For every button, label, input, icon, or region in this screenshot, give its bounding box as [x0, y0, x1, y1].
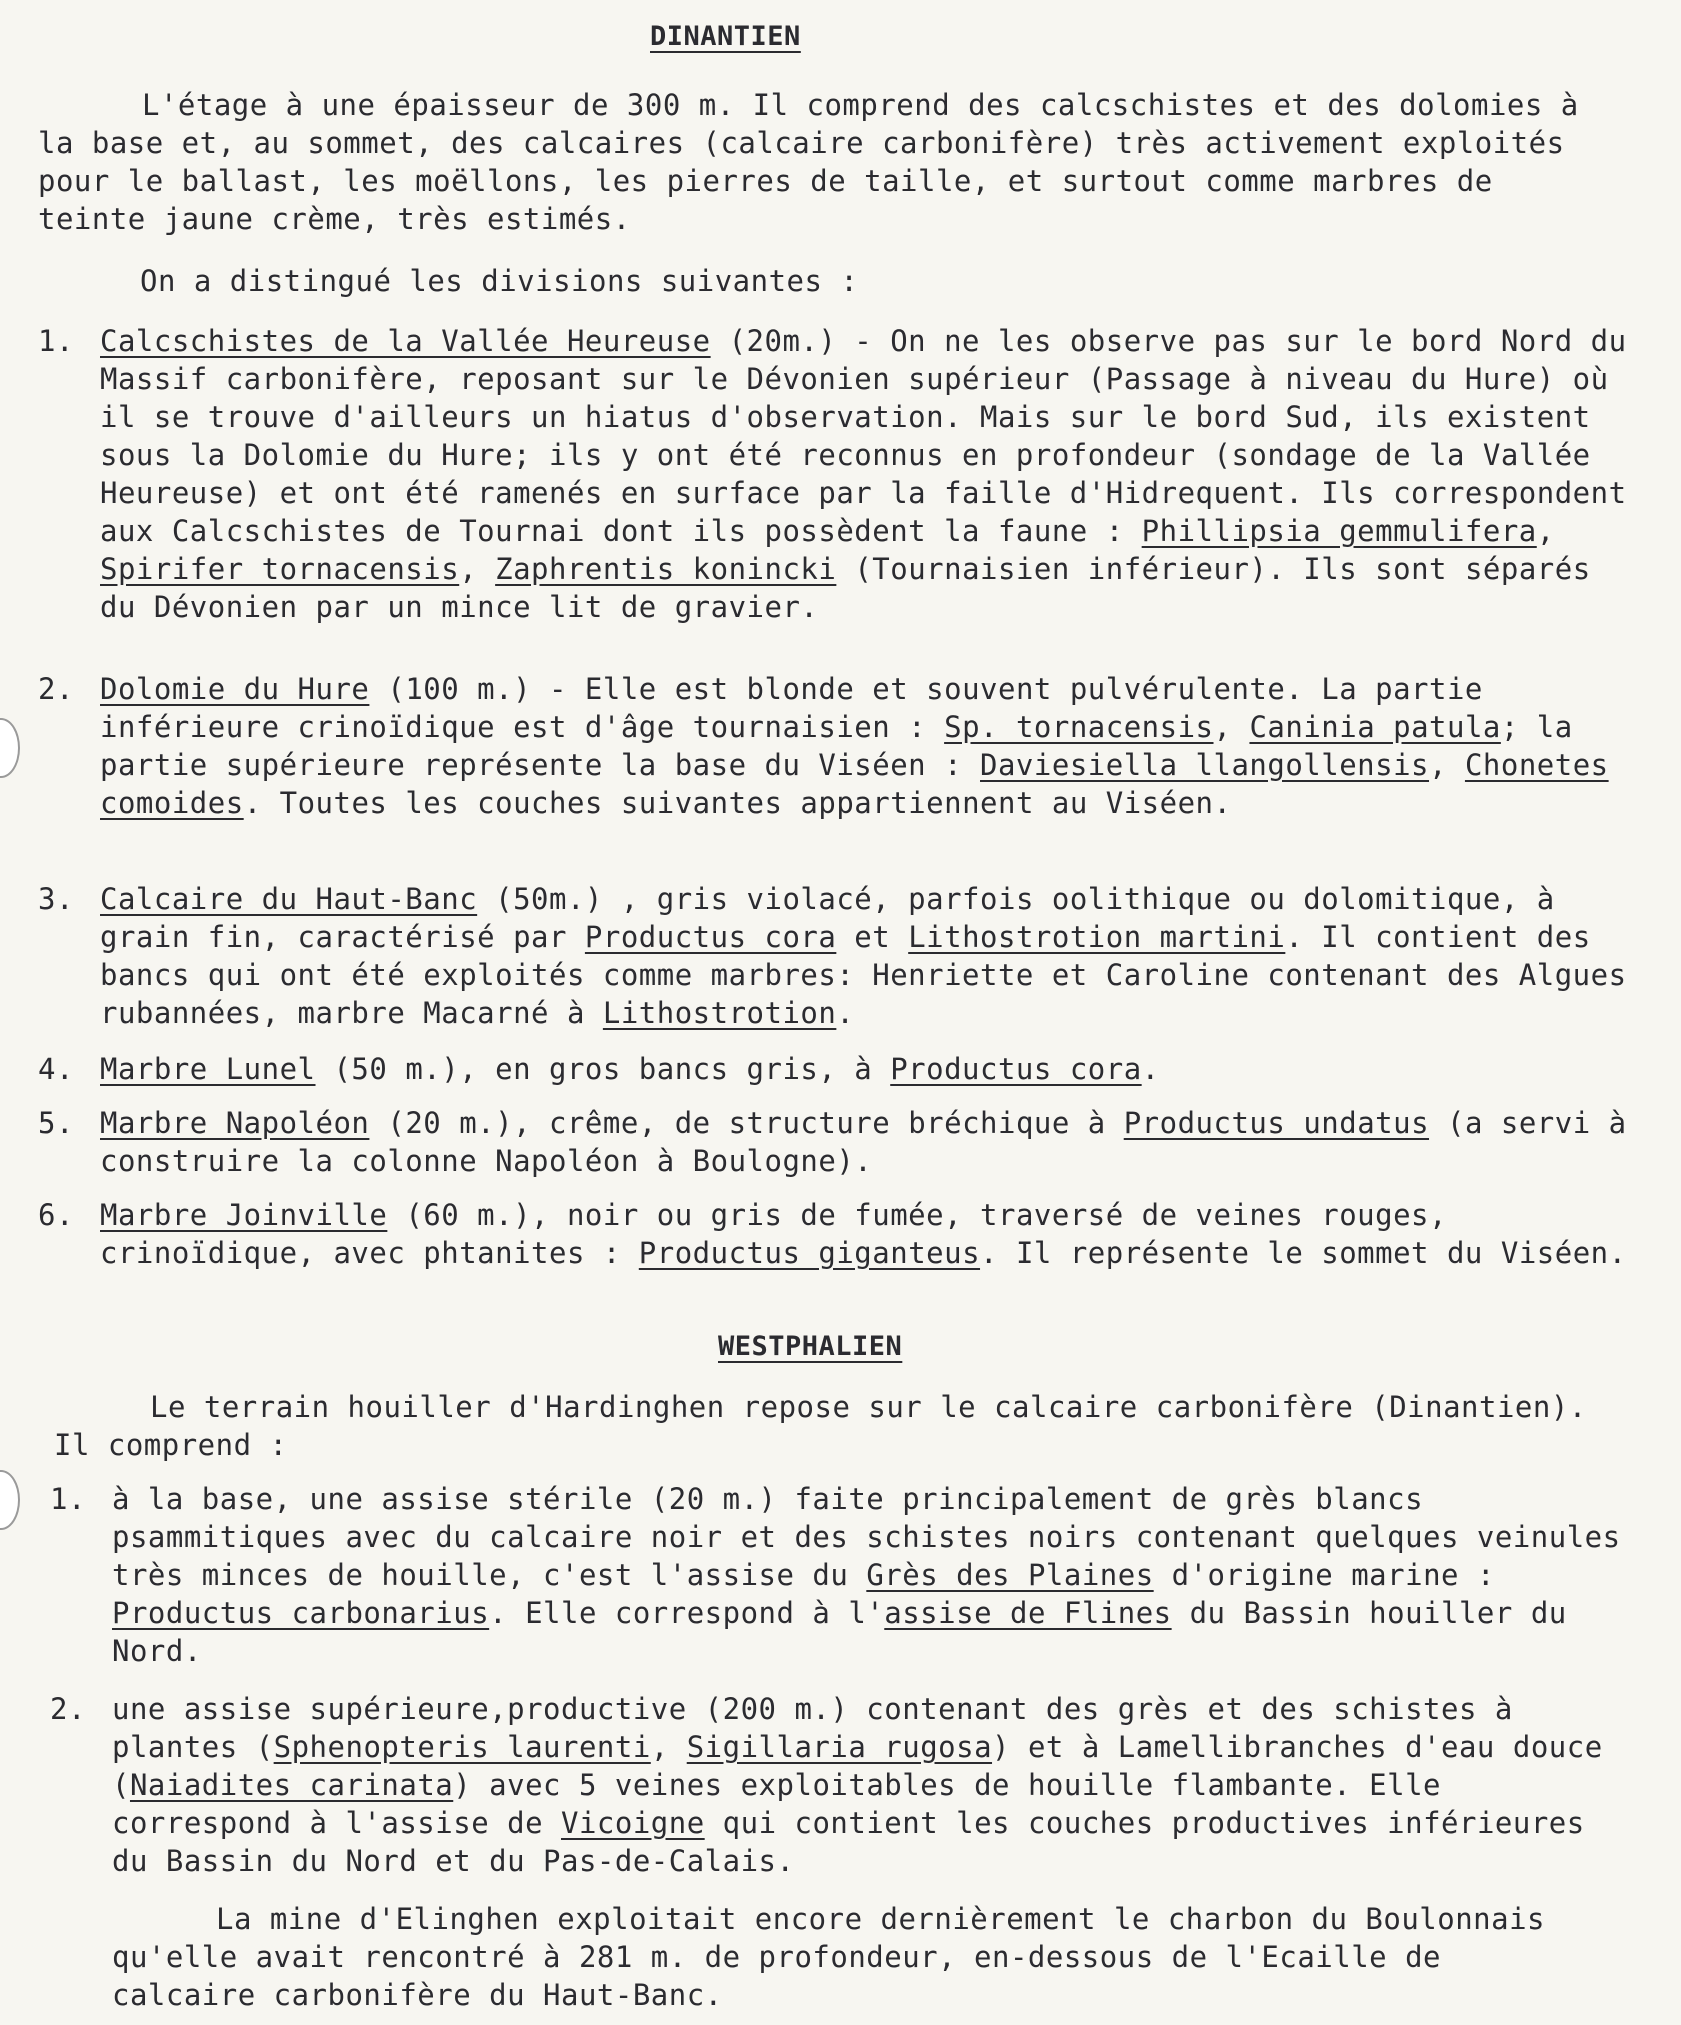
binder-hole	[0, 718, 20, 778]
closing-paragraph: La mine d'Elinghen exploitait encore dernièrement le charbon du Boulonnais qu'elle avait rencontré à 281 m. de profondeur, en-dessous de l'Ecaille de calcaire carbonifère du Haut-Banc.	[112, 1902, 1546, 2012]
fossil-name: Spirifer tornacensis	[100, 552, 460, 586]
fossil-name: Sphenopteris laurenti	[273, 1730, 651, 1764]
fossil-name: Productus cora	[890, 1052, 1142, 1086]
item-text: Marbre Lunel (50 m.), en gros bancs gris, à Productus cora.	[100, 1052, 1160, 1086]
heading-dinantien: DINANTIEN	[650, 21, 801, 52]
division-name: Calcschistes de la Vallée Heureuse	[100, 324, 711, 358]
binder-hole	[0, 1470, 20, 1530]
item-number: 6.	[38, 1198, 74, 1232]
item-text: à la base, une assise stérile (20 m.) faite principalement de grès blancs psammitiques avec du calcaire noir et des schistes noirs contenant quelques veinules très minces de houille, c'est l'assise du Grès des Plaines d'origine marine : Productus carbonarius. Elle correspond à l'assise de Flines du Bassin houiller du Nord.	[112, 1482, 1621, 1668]
formation-name: Vicoigne	[561, 1806, 705, 1840]
formation-name: assise de Flines	[884, 1596, 1172, 1630]
item-number: 4.	[38, 1052, 74, 1086]
item-number: 2.	[38, 672, 74, 706]
fossil-name: Caninia patula	[1249, 710, 1501, 744]
fossil-name: Lithostrotion	[602, 996, 837, 1030]
formation-name: Grès des Plaines	[866, 1558, 1154, 1592]
item-number: 5.	[38, 1106, 74, 1140]
fossil-name: Productus carbonarius	[112, 1596, 490, 1630]
item-text: Calcaire du Haut-Banc (50m.) , gris violacé, parfois oolithique ou dolomitique, à grain fin, caractérisé par Productus cora et Lithostrotion martini. Il contient des bancs qui ont été exploités comme marbres: Henriette et Caroline contenant des Algues rubannées, marbre Macarné à Lithostrotion.	[100, 882, 1627, 1030]
division-name: Marbre Napoléon	[100, 1106, 370, 1140]
fossil-name: Lithostrotion martini	[908, 920, 1286, 954]
heading-westphalien: WESTPHALIEN	[718, 1331, 903, 1362]
division-name: Calcaire du Haut-Banc	[100, 882, 478, 916]
division-name: Dolomie du Hure	[100, 672, 370, 706]
fossil-name: Productus cora	[584, 920, 837, 954]
item-number: 1.	[50, 1482, 86, 1516]
fossil-name: Sigillaria rugosa	[686, 1730, 993, 1764]
item-text: une assise supérieure,productive (200 m.) contenant des grès et des schistes à plantes (Sphenopteris laurenti, Sigillaria rugosa) et à Lamellibranches d'eau douce (Naiadites carinata) avec 5 veines exploitables de houille flambante. Elle correspond à l'assise de Vicoigne qui contient les couches productives inférieures du Bassin du Nord et du Pas-de-Calais.	[112, 1692, 1603, 1878]
item-number: 3.	[38, 882, 74, 916]
item-text: Calcschistes de la Vallée Heureuse (20m.) - On ne les observe pas sur le bord Nord du Massif carbonifère, reposant sur le Dévonien supérieur (Passage à niveau du Hure) où il se trouve d'ailleurs un hiatus d'observation. Mais sur le bord Sud, ils existent sous la Dolomie du Hure; ils y ont été reconnus en profondeur (sondage de la Vallée Heureuse) et ont été ramenés en surface par la faille d'Hidrequent. Ils correspondent aux Calcschistes de Tournai dont ils possèdent la faune : Phillipsia gemmulifera, Spirifer tornacensis, Zaphrentis konincki (Tournaisien inférieur). Ils sont séparés du Dévonien par un mince lit de gravier.	[100, 324, 1627, 624]
fossil-name: Daviesiella llangollensis	[980, 748, 1430, 782]
item-text: Dolomie du Hure (100 m.) - Elle est blonde et souvent pulvérulente. La partie inférieure crinoïdique est d'âge tournaisien : Sp. tornacensis, Caninia patula; la partie supérieure représente la base du Viséen : Daviesiella llangollensis, Chonetes comoides. Toutes les couches suivantes appartiennent au Viséen.	[100, 672, 1609, 820]
division-name: Marbre Joinville	[100, 1198, 388, 1232]
intro-paragraph: L'étage à une épaisseur de 300 m. Il comprend des calcschistes et des dolomies à la base et, au sommet, des calcaires (calcaire carbonifère) très activement exploités pour le ballast, les moëllons, les pierres de taille, et surtout comme marbres de teinte jaune crème, très estimés.	[38, 88, 1579, 236]
fossil-name: Productus undatus	[1123, 1106, 1430, 1140]
fossil-name: Chonetes comoides	[100, 748, 1609, 820]
fossil-name: Phillipsia gemmulifera	[1141, 514, 1537, 548]
fossil-name: Zaphrentis konincki	[495, 552, 837, 586]
fossil-name: Naiadites carinata	[129, 1768, 454, 1802]
fossil-name: Sp. tornacensis	[944, 710, 1214, 744]
item-number: 1.	[38, 324, 74, 358]
item-number: 2.	[50, 1692, 86, 1726]
fossil-name: Productus giganteus	[638, 1236, 981, 1270]
division-name: Marbre Lunel	[100, 1052, 316, 1086]
westphalien-intro: Le terrain houiller d'Hardinghen repose sur le calcaire carbonifère (Dinantien). Il comprend :	[54, 1390, 1587, 1462]
item-text: Marbre Napoléon (20 m.), crême, de structure bréchique à Productus undatus (a servi à construire la colonne Napoléon à Boulogne).	[100, 1106, 1627, 1178]
item-text: Marbre Joinville (60 m.), noir ou gris de fumée, traversé de veines rouges, crinoïdique, avec phtanites : Productus giganteus. Il représente le sommet du Viséen.	[100, 1198, 1627, 1270]
divisions-lead: On a distingué les divisions suivantes :	[140, 264, 859, 298]
